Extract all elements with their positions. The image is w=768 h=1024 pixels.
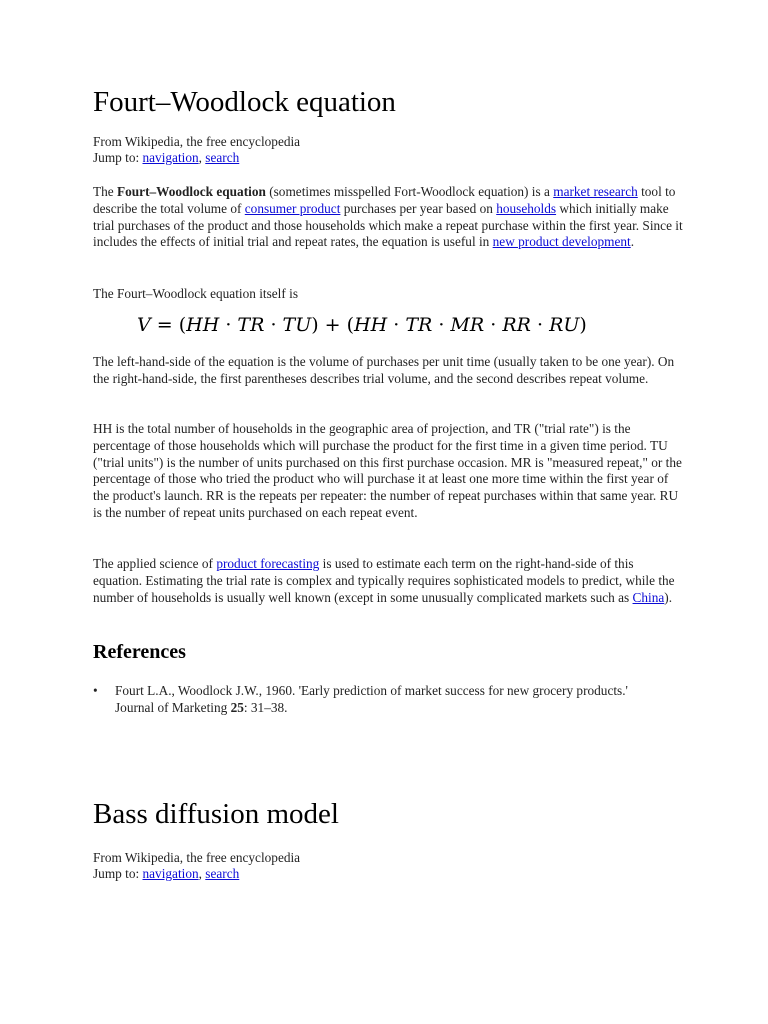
references-list bbox=[69, 683, 629, 717]
search-link[interactable]: search bbox=[205, 866, 240, 881]
eq-tr: TR bbox=[405, 314, 433, 336]
jump-prefix: Jump to: bbox=[93, 866, 143, 881]
eq-dot: · bbox=[484, 314, 503, 336]
jump-to bbox=[93, 150, 239, 167]
search-link[interactable]: search bbox=[205, 150, 240, 165]
navigation-link[interactable]: navigation bbox=[142, 866, 199, 881]
fourt-woodlock-equation bbox=[137, 314, 587, 336]
jump-separator: , bbox=[198, 150, 206, 165]
intro-text-1: The bbox=[93, 184, 117, 199]
market-research-link[interactable]: market research bbox=[553, 184, 638, 199]
eq-plus: ) + ( bbox=[311, 314, 355, 336]
eq-hh: HH bbox=[186, 314, 220, 336]
intro-text-2: (sometimes misspelled Fort-Woodlock equation) is a bbox=[265, 184, 554, 199]
lhs-rhs-paragraph: The left-hand-side of the equation is the volume of purchases per unit time (usually taken to be one year). On the right-hand-side, the first parentheses describes trial volume, and the second describes repeat volume. bbox=[93, 354, 675, 386]
eq-dot: · bbox=[264, 314, 283, 336]
reference-pages: : 31–38. bbox=[243, 699, 288, 715]
variables-paragraph: HH is the total number of households in the geographic area of projection, and TR ("trial rate") is the percentage of those households which will purchase the product for the first time in a given time period. TU ("trial units") is the number of units purchased on this first purchase occasion. MR is "measured repeat," or the percentage of those who tried the product who will purchase it at least one more time within the first year of the product's launch. RR is the repeats per repeater: the number of repeat purchases within that same year. RU is the number of repeat units purchased on each repeat event. bbox=[93, 421, 682, 520]
intro-text-6: . bbox=[630, 234, 635, 250]
intro-paragraph bbox=[93, 184, 683, 251]
eq-lhs: V bbox=[137, 314, 151, 336]
product-forecasting-link[interactable]: product forecasting bbox=[216, 556, 320, 571]
eq-hh: HH bbox=[354, 314, 388, 336]
jump-prefix: Jump to: bbox=[93, 150, 143, 165]
eq-dot: · bbox=[530, 314, 550, 336]
site-subtitle: From Wikipedia, the free encyclopedia bbox=[93, 134, 301, 149]
second-site-subtitle: From Wikipedia, the free encyclopedia bbox=[93, 850, 301, 865]
eq-rr: RR bbox=[502, 314, 531, 336]
forecasting-text-3: ). bbox=[664, 589, 673, 605]
consumer-product-link[interactable]: consumer product bbox=[244, 200, 341, 216]
second-jump-to bbox=[93, 866, 239, 883]
eq-mr: MR bbox=[450, 314, 485, 336]
intro-text-3: tool to describe the total volume of bbox=[93, 184, 676, 216]
eq-dot: · bbox=[219, 314, 238, 336]
navigation-link[interactable]: navigation bbox=[142, 150, 199, 165]
reference-text: Fourt L.A., Woodlock J.W., 1960. 'Early prediction of market success for new grocery products.' Journal of Marketing bbox=[115, 683, 628, 715]
reference-volume: 25 bbox=[230, 699, 244, 715]
equation-intro: The Fourt–Woodlock equation itself is bbox=[93, 286, 298, 301]
eq-close: ) bbox=[579, 314, 587, 336]
eq-tu: TU bbox=[282, 314, 312, 336]
eq-equals: = ( bbox=[150, 314, 187, 336]
households-link[interactable]: households bbox=[496, 200, 557, 216]
forecasting-text-2: is used to estimate each term on the right-hand-side of this equation. Estimating the trial rate is complex and typically requires sophisticated models to predict, while the number of households is usually well known (except in some unusually complicated markets such as bbox=[93, 556, 675, 605]
jump-separator: , bbox=[198, 866, 206, 881]
intro-text-5: which initially make trial purchases of the product and those households which make a repeat purchase within the first year. Since it includes the effects of initial trial and repeat rates, the equation is useful in bbox=[93, 200, 683, 250]
eq-ru: RU bbox=[549, 314, 580, 336]
new-product-development-link[interactable]: new product development bbox=[492, 234, 631, 250]
article-title: Fourt–Woodlock equation bbox=[93, 86, 396, 118]
bullet-icon: • bbox=[93, 683, 98, 698]
eq-dot: · bbox=[432, 314, 451, 336]
eq-dot: · bbox=[387, 314, 406, 336]
intro-bold-term: Fourt–Woodlock equation bbox=[117, 184, 266, 199]
china-link[interactable]: China bbox=[632, 589, 665, 605]
intro-text-4: purchases per year based on bbox=[340, 200, 497, 216]
reference-item bbox=[69, 683, 629, 717]
references-heading: References bbox=[93, 641, 186, 663]
second-article-title: Bass diffusion model bbox=[93, 798, 339, 830]
eq-tr: TR bbox=[237, 314, 265, 336]
forecasting-text-1: The applied science of bbox=[93, 556, 217, 571]
forecasting-paragraph bbox=[93, 556, 683, 606]
